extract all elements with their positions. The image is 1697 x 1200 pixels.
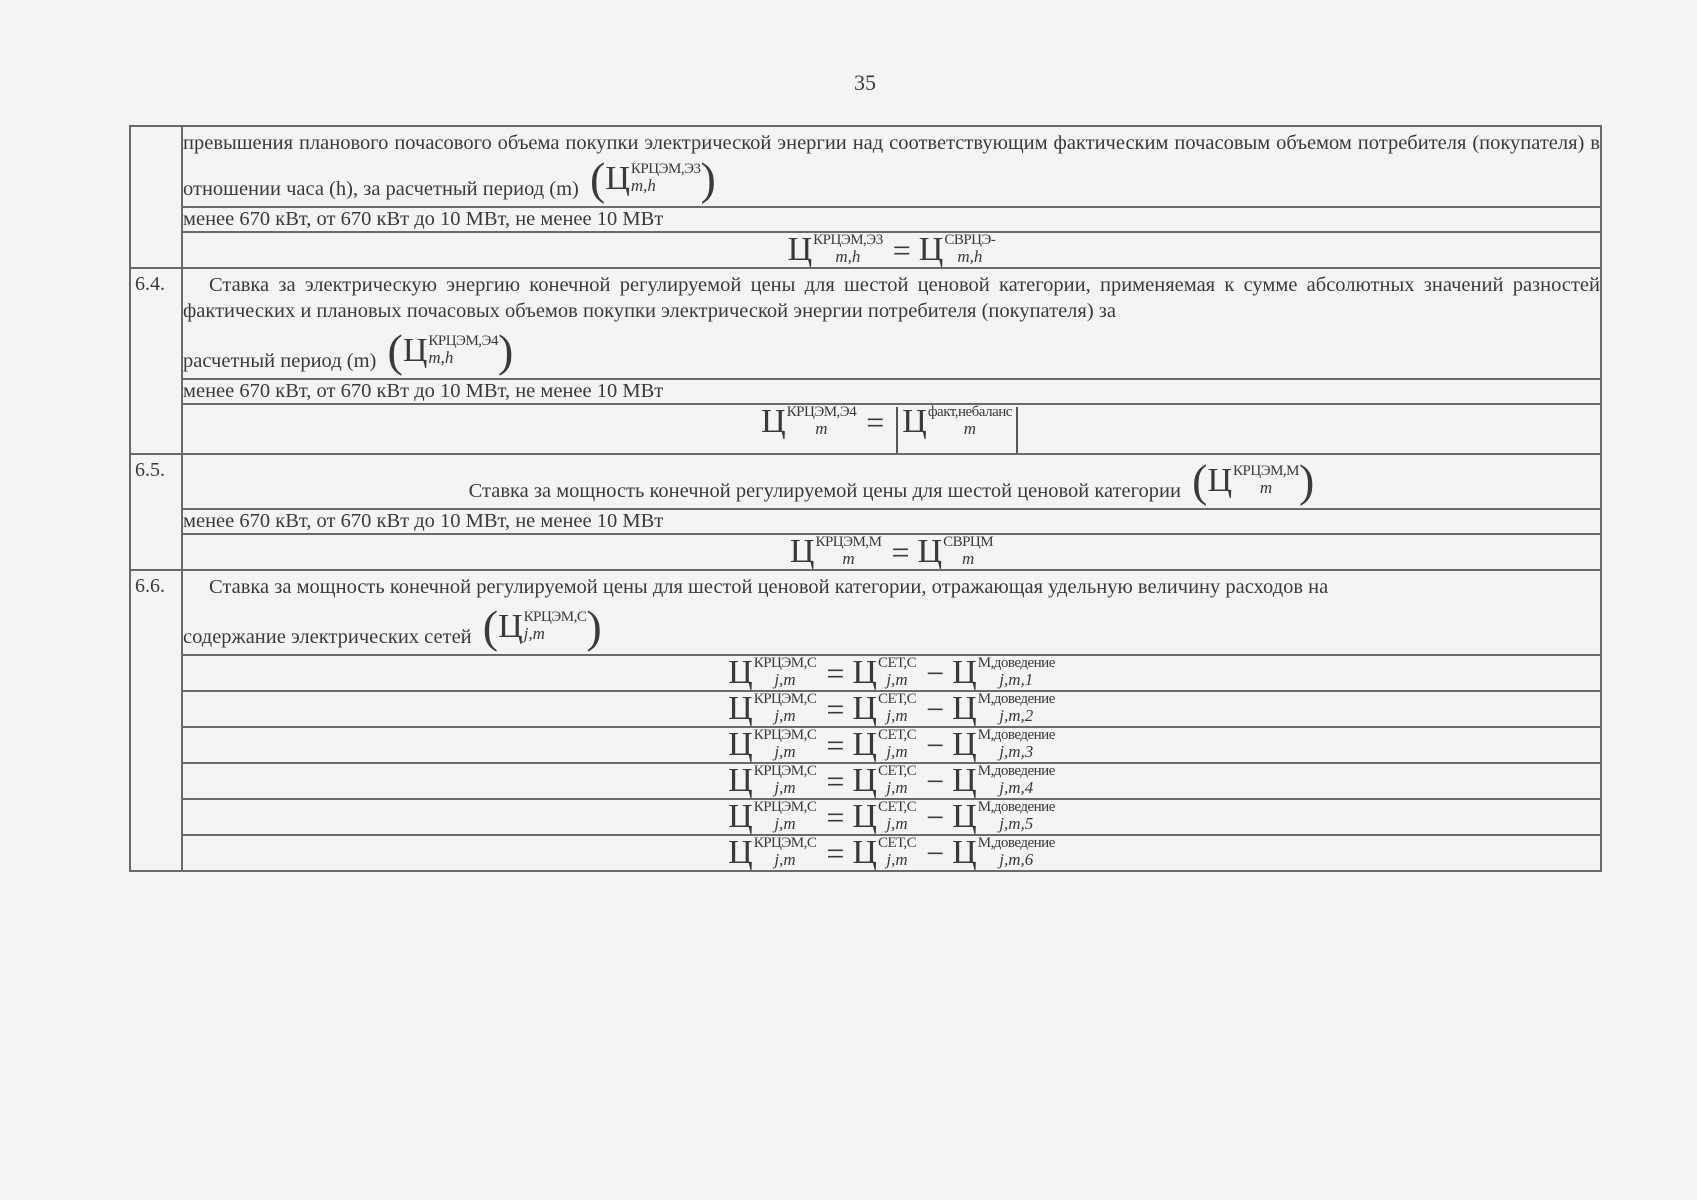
table-row [130, 454, 1601, 509]
table-row [130, 570, 1601, 655]
table-row [130, 207, 1601, 232]
formula-cell [182, 232, 1601, 268]
formula-65: Ц КРЦЭМ,М m = Ц СВРЦМ m [789, 533, 994, 570]
row-66-description [183, 571, 1600, 604]
formula-cell [182, 655, 1601, 691]
formula-cell [182, 763, 1601, 799]
description-cell [182, 126, 1601, 207]
formula-cell [182, 534, 1601, 570]
table-row [130, 799, 1601, 835]
table-row [130, 509, 1601, 534]
row-63-inline-symbol: ( Ц КРЦЭМ,Э3 m,h ) [590, 153, 716, 204]
row-64-text-last: расчетный период (m) [183, 350, 377, 372]
table-row [130, 727, 1601, 763]
row-66-text-last: содержание электрических сетей [183, 626, 472, 648]
table-row [130, 835, 1601, 871]
abs-bar-right [1016, 407, 1018, 453]
table-row [130, 655, 1601, 691]
row-number-cell: 6.6. [130, 570, 182, 871]
description-cell [182, 454, 1601, 509]
formula-66-2: Ц КРЦЭМ,С j,m = Ц СЕТ,С j,m − Ц М,доведение j,m,2 [728, 690, 1055, 727]
table-row [130, 126, 1601, 207]
power-label: менее 670 кВт, от 670 кВт до 10 МВт, не менее 10 МВт [182, 207, 1601, 232]
formula-cell [182, 404, 1601, 454]
row-64-text: Ставка за электрическую энергию конечной регулируемой цены для шестой ценовой категории, применяемая к сумме абсолютных значений разностей фактических и плановых почасовых объемов покупки электрической энергии потребителя (покупателя) за [183, 274, 1600, 322]
formula-66-3: Ц КРЦЭМ,С j,m = Ц СЕТ,С j,m − Ц М,доведение j,m,3 [728, 726, 1055, 763]
formula-66-1: Ц КРЦЭМ,С j,m = Ц СЕТ,С j,m − Ц М,доведение j,m,1 [728, 654, 1055, 691]
row-number-cell [130, 126, 182, 268]
power-label: менее 670 кВт, от 670 кВт до 10 МВт, не менее 10 МВт [182, 379, 1601, 404]
table-row [130, 404, 1601, 454]
row-63-text: превышения планового почасового объема покупки электрической энергии над соответствующим фактическим почасовым объемом потребителя (покупателя) в отношении часа (h), за расчетный период (m) [183, 132, 1600, 200]
table-row [130, 691, 1601, 727]
table-row [130, 268, 1601, 379]
formula-63: Ц КРЦЭМ,Э3 m,h = Ц СВРЦЭ- m,h [787, 231, 996, 268]
row-64-description [183, 269, 1600, 328]
row-66-text: Ставка за мощность конечной регулируемой цены для шестой ценовой категории, отражающая удельную величину расходов на [209, 576, 1329, 598]
formula-66-6: Ц КРЦЭМ,С j,m = Ц СЕТ,С j,m − Ц М,доведение j,m,6 [728, 834, 1055, 871]
formula-66-5: Ц КРЦЭМ,С j,m = Ц СЕТ,С j,m − Ц М,доведение j,m,5 [728, 798, 1055, 835]
formula-cell [182, 835, 1601, 871]
abs-bar-left [896, 407, 898, 453]
formula-cell [182, 727, 1601, 763]
formula-cell [182, 691, 1601, 727]
table-row [130, 379, 1601, 404]
rates-table [129, 125, 1602, 872]
row-66-inline-symbol: ( Ц КРЦЭМ,С j,m ) [482, 601, 602, 652]
formula-64: Ц КРЦЭМ,Э4 m = Ц факт,небаланс m [761, 405, 1022, 453]
table-row [130, 232, 1601, 268]
power-label: менее 670 кВт, от 670 кВт до 10 МВт, не менее 10 МВт [182, 509, 1601, 534]
row-63-description [183, 127, 1600, 206]
row-65-description [183, 455, 1600, 508]
table-row [130, 763, 1601, 799]
row-number-cell: 6.5. [130, 454, 182, 570]
row-number-cell: 6.4. [130, 268, 182, 454]
description-cell [182, 268, 1601, 379]
description-cell [182, 570, 1601, 655]
row-65-inline-symbol: ( Ц КРЦЭМ,М m ) [1192, 455, 1315, 506]
formula-66-4: Ц КРЦЭМ,С j,m = Ц СЕТ,С j,m − Ц М,доведение j,m,4 [728, 762, 1055, 799]
row-64-inline-symbol: ( Ц КРЦЭМ,Э4 m,h ) [387, 325, 514, 376]
table-row [130, 534, 1601, 570]
page-number: 35 [854, 70, 876, 95]
formula-cell [182, 799, 1601, 835]
row-65-text: Ставка за мощность конечной регулируемой цены для шестой ценовой категории [468, 480, 1181, 502]
